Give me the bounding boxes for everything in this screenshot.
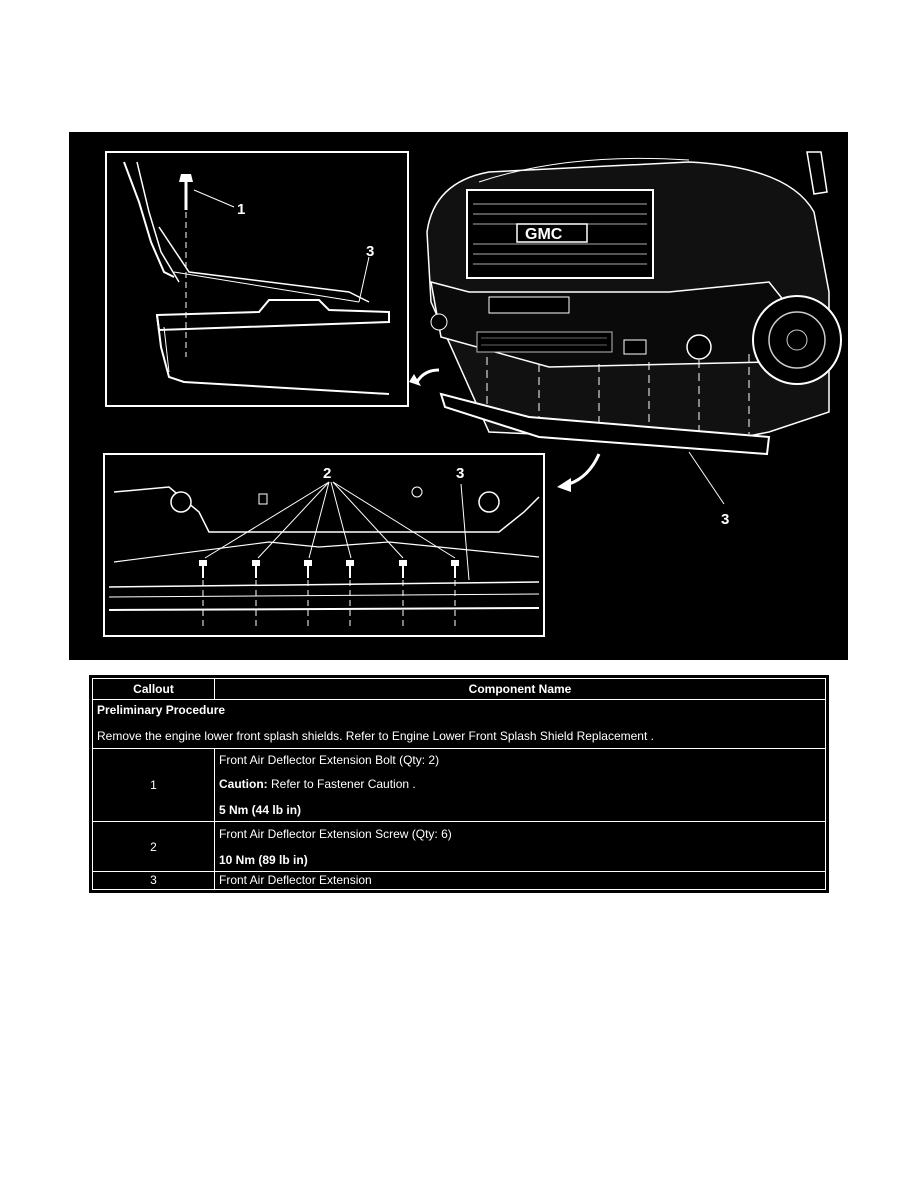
- torque-spec: 5 Nm (44 lb in): [219, 802, 302, 817]
- component-cell: [215, 822, 826, 872]
- table-row: [93, 822, 826, 872]
- screw-detail-inset: [104, 454, 544, 636]
- callout-column-header: Callout: [93, 679, 215, 700]
- front-air-deflector-diagram: [69, 132, 848, 660]
- table-row: [93, 871, 826, 889]
- table-row: [93, 748, 826, 822]
- component-name: Front Air Deflector Extension Bolt (Qty: 2): [219, 752, 440, 767]
- caution-note: [219, 777, 821, 791]
- component-name-column-header: Component Name: [215, 679, 826, 700]
- callout-label: 2: [323, 465, 332, 482]
- component-name: Front Air Deflector Extension Screw (Qty: 6): [219, 826, 452, 841]
- preliminary-procedure-text: Remove the engine lower front splash shields. Refer to Engine Lower Front Splash Shield Replacement .: [97, 729, 654, 744]
- callout-table-container: [89, 675, 829, 893]
- caution-label: Caution:: [219, 776, 268, 791]
- bolt-detail-inset: [106, 152, 408, 406]
- callout-label: 3: [366, 243, 375, 260]
- torque-spec: 10 Nm (89 lb in): [219, 852, 308, 867]
- callout-number: 1: [93, 748, 215, 822]
- preliminary-procedure-row: [93, 700, 826, 749]
- component-name: Front Air Deflector Extension: [215, 871, 826, 889]
- callout-number: 2: [93, 822, 215, 872]
- callout-table: [92, 678, 826, 890]
- gmc-logo: GMC: [525, 226, 563, 243]
- preliminary-procedure-cell: [93, 700, 826, 749]
- preliminary-procedure-title: Preliminary Procedure: [97, 703, 226, 718]
- callout-number: 3: [93, 871, 215, 889]
- table-header-row: [93, 679, 826, 700]
- component-cell: [215, 748, 826, 822]
- callout-label: 3: [456, 465, 465, 482]
- service-illustration: [69, 132, 848, 660]
- callout-label: 1: [237, 201, 246, 218]
- caution-text: Refer to Fastener Caution .: [267, 776, 416, 791]
- callout-label: 3: [721, 511, 730, 528]
